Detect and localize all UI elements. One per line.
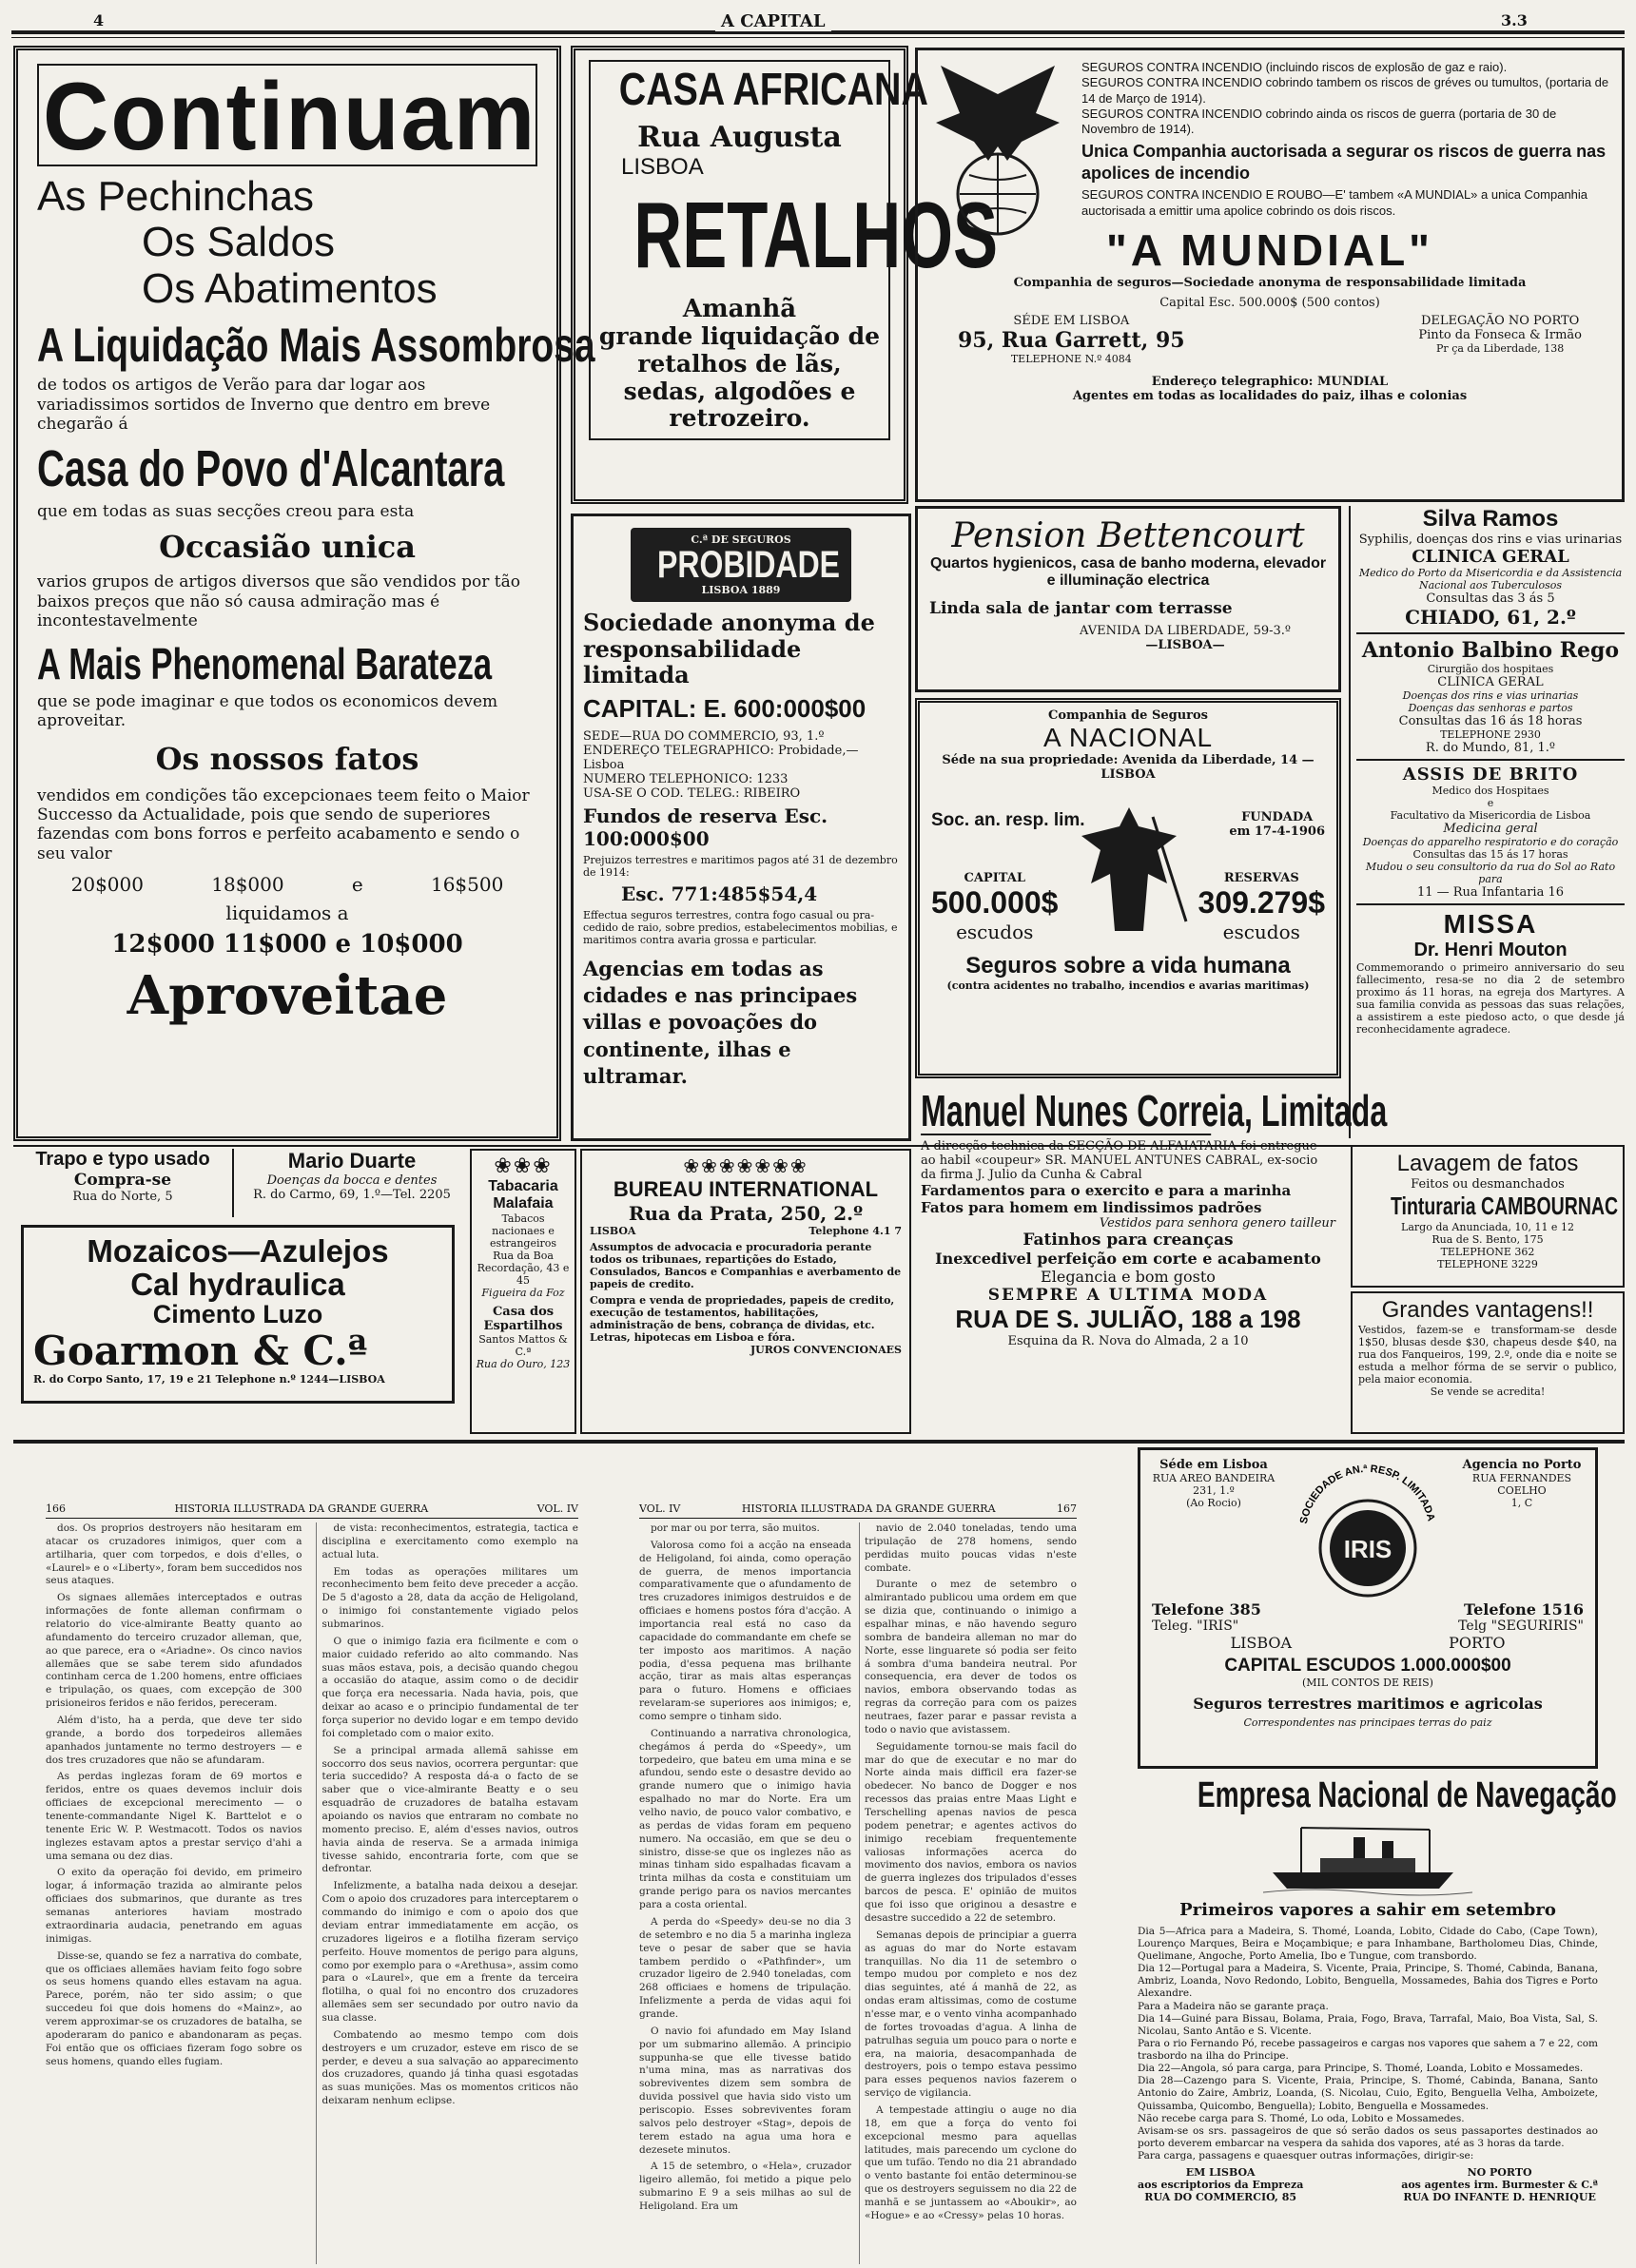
correia-line5: Fatinhos para creanças	[1022, 1231, 1234, 1250]
balbino-line6: TELEPHONE 2930	[1440, 728, 1541, 741]
probidade-efectua: Effectua seguros terrestres, contra fogo casual ou pra-cedido de raio, sobre predios, estabelecimentos mobilias, e maritimos contra avaria grossa e particular.	[583, 908, 898, 946]
continuam-heading2: Casa do Povo d'Alcantara	[37, 440, 505, 498]
nacional-acidentes: (contra acidentes no trabalho, incendios e avarias maritimas)	[946, 979, 1310, 992]
iris-tel-lisboa: Telefone 385	[1152, 1600, 1261, 1619]
probidade-endereco: ENDEREÇO TELEGRAPHICO: Probidade,—Lisboa	[583, 743, 859, 772]
history-para: A perda do «Speedy» deu-se no dia 3 de setembro e no dia 5 a marinha ingleza teve o pesar de saber que se havia tambem perdido o «Pathfinder», um cruzador ligeiro de 2.940 toneladas, com 268 officiaes e homens de tripulação. Infelizmente a perda de vidas aqui foi grande.	[639, 1915, 851, 2020]
lavagem-title: Lavagem de fatos	[1396, 1151, 1579, 1176]
probidade-sede: SEDE—RUA DO COMMERCIO, 93, 1.º	[583, 728, 825, 744]
correia-line4: Vestidos para senhora genero tailleur	[1099, 1216, 1335, 1231]
missa-text: Commemorando o primeiro anniversario do seu fallecimento, resa-se no dia 2 de setembro proximo ás 11 horas, na egreja dos Martyres. A sua familia convida as pessoas das suas relações, a assistirem a este piedoso acto, o que desde já reconhecidamente agradece.	[1356, 961, 1625, 1036]
iris-lisboa-number: 231, 1.º	[1193, 1484, 1235, 1497]
continuam-para3: varios grupos de artigos diversos que são vendidos por tão baixos preços que não só causa admiração mas é incontestavelmente	[37, 572, 521, 630]
mozaicos-line2: Cal hydraulica	[130, 1266, 345, 1302]
iris-tel-porto: Telefone 1516	[1464, 1600, 1584, 1619]
empresa-porto-line2: RUA DO INFANTE D. HENRIQUE	[1403, 2191, 1596, 2204]
lavagem-line1: Feitos ou desmanchados	[1411, 1177, 1565, 1192]
balbino-line1: Cirurgião dos hospitaes	[1427, 663, 1554, 675]
history-para: As perdas inglezas foram de 69 mortos e feridos, entre os quaes devemos incluir dois officiaes de excepcional merecimento — o tenente-commandante Nigel K. Barttelot e o tenente Eric W. P. Westmacott. Todos os navios inglezes estavam aptos a prestar serviço d'ahi a uma semana ou dez dias.	[46, 1771, 302, 1862]
trapo-title: Trapo e typo usado	[35, 1149, 210, 1170]
mozaicos-line1: Mozaicos—Azulejos	[87, 1233, 389, 1269]
history-running-head-left: HISTORIA ILLUSTRADA DA GRANDE GUERRA	[174, 1502, 429, 1515]
tabacaria-line1: Tabacos nacionaes e estrangeiros	[489, 1212, 557, 1250]
empresa-subtitle: Primeiros vapores a sahir em setembro	[1179, 1899, 1556, 1920]
silva-line5: CHIADO, 61, 2.º	[1405, 606, 1576, 629]
tabacaria-title: Tabacaria Malafaia	[488, 1178, 558, 1212]
brito-line3: Facultativo da Misericordia de Lisboa	[1390, 809, 1591, 822]
pension-line4: —LISBOA—	[1145, 638, 1225, 652]
iris-teleg-porto: Telg "SEGURIRIS"	[1458, 1619, 1584, 1634]
history-para: Infelizmente, a batalha nada deixou a desejar. Com o apoio dos cruzadores para interceptarem o commando do inimigo e com o apoio dos que deviam entrar immediatamente em acção, os cruzadores ligeiros e a flotilha fizeram serviço perfeito. Houve momentos de perigo para alguns, como por exemplo para o «Arethusa», assim como para o «Laurel», que em a frente da terceira flotilha, o qual foi no encontro dos cruzadores allemães sem ser secundado por outro navio da sua classe.	[321, 1880, 578, 2024]
price-sep: e	[351, 873, 363, 897]
brito-line2: e	[1487, 797, 1494, 809]
history-page-number-right: 167	[1056, 1502, 1077, 1515]
iris-capital: CAPITAL ESCUDOS 1.000.000$00	[1224, 1656, 1511, 1676]
pension-line1: Quartos hygienicos, casa de banho moderna, elevador e illuminação electrica	[929, 555, 1327, 589]
iris-lisboa-street: RUA AREO BANDEIRA	[1152, 1472, 1276, 1484]
duarte-title: Mario Duarte	[287, 1149, 417, 1173]
iris-seal-icon	[1287, 1458, 1449, 1600]
empresa-porto-title: NO PORTO	[1467, 2166, 1532, 2180]
bureau-telephone: Telephone 4.1 7	[808, 1225, 902, 1237]
nacional-name: A NACIONAL	[1042, 723, 1214, 752]
correia-line1: A direcção technica da SECÇÃO DE ALFAIATARIA foi entregue ao habil «coupeur» SR. MANUEL ANTUNES CABRAL, ex-socio da firma J. Julio da Cunha & Cabral	[921, 1139, 1318, 1183]
empresa-line: Para a Madeira não se garante praça.	[1138, 2000, 1329, 2012]
bureau-line2: Compra e venda de propriedades, papeis de credito, execução de testamentos, habilitações, administração de bens, cobrança de dividas, etc.	[590, 1294, 895, 1331]
bureau-line3: Letras, hipotecas em Lisboa e fóra.	[590, 1331, 795, 1344]
silva-title: Silva Ramos	[1422, 506, 1559, 532]
continuam-para4: que se pode imaginar e que todos os economicos devem aproveitar.	[37, 691, 498, 731]
balbino-line3: Doenças dos rins e vias urinarias	[1402, 689, 1579, 702]
iris-teleg-lisboa: Teleg. "IRIS"	[1152, 1619, 1239, 1634]
missa-title: MISSA	[1443, 909, 1538, 939]
ad-a-nacional	[915, 698, 1341, 1078]
tabacaria-line5: Santos Mattos & C.ª	[478, 1333, 568, 1358]
brito-line1: Medico dos Hospitaes	[1432, 785, 1549, 797]
history-page-number-left: 166	[46, 1502, 66, 1515]
nacional-reservas-unit: escudos	[1222, 921, 1300, 943]
continuam-footer: Aproveitae	[127, 964, 448, 1028]
iris-city-porto: PORTO	[1449, 1634, 1506, 1652]
nacional-soc: Soc. an. resp. lim.	[931, 810, 1085, 830]
empresa-line: Dia 22—Angola, só para carga, para Principe, S. Thomé, Loanda, Lobito e Mossamedes.	[1138, 2063, 1584, 2075]
continuam-heading4: A Mais Phenomenal Barateza	[37, 639, 493, 689]
page-number-right: 3.3	[1495, 11, 1533, 29]
mundial-unica: Unica Companhia auctorisada a segurar os riscos de guerra nas apolices de incendio	[1081, 142, 1607, 183]
history-running-head-right: HISTORIA ILLUSTRADA DA GRANDE GUERRA	[741, 1502, 996, 1515]
empresa-lisboa-line2: RUA DO COMMERCIO, 85	[1144, 2191, 1297, 2204]
nacional-sede: Séde na sua propriedade: Avenida da Liberdade, 14 — LISBOA	[942, 753, 1315, 782]
history-para: Seguidamente tornou-se mais facil do mar do que de executar e no mar do Norte ainda mais difficil era fazer-se obedecer. No banco de Dogger e nos recessos das praias entre Maas Light e Terschelling apenas navios de pesca podem penetrar; e agentes activos do inimigo recebiam frequentemente valiosas informações acerca do movimento dos navios, embora os navios de guerra inglezes dos tripulados d'esses barcos de pesca. E' opinião de muitos que foi isso que originou a desastre e desastre succedido a 22 de setembro.	[865, 1740, 1077, 1924]
header-rule-thin	[11, 37, 1625, 38]
continuam-heading1: A Liquidação Mais Assombrosa	[37, 319, 595, 373]
mundial-agentes: Agentes em todas as localidades do paiz, ilhas e colonias	[1072, 388, 1468, 403]
africana-street: Rua Augusta	[637, 121, 842, 154]
silva-line2: CLINICA GERAL	[1412, 547, 1569, 567]
history-para: Valorosa como foi a acção na enseada de Heligoland, foi ainda, como operação de guerra, de menos importancia comparativamente que o afundamento de tres cruzadores inimigos destruidos e de officiaes e homens postos fóra d'acção. A importancia real está no caso da capacidade do commandante em chefe se ter imposto aos maritimos. A nação podia, d'essa pequena mas brilhante acção, tirar as mais altas esperanças para o futuro. Homens e officiaes revelaram-se superiores aos inimigos; e, como sempre o tinham sido.	[639, 1539, 851, 1723]
mundial-capital: Capital Esc. 500.000$ (500 contos)	[1159, 295, 1380, 310]
mundial-name: "A MUNDIAL"	[1106, 224, 1433, 275]
mozaicos-line5: R. do Corpo Santo, 17, 19 e 21 Telephone n.º 1244—LISBOA	[33, 1373, 385, 1386]
doctors-column	[1349, 506, 1625, 1138]
empresa-lisboa-line1: aos escriptorios da Empreza	[1138, 2179, 1304, 2192]
history-para: A 15 de setembro, o «Hela», cruzador ligeiro allemão, foi metido a pique pelo submarino E 9 a seis milhas ao sul de Heligoland. Era um	[639, 2161, 851, 2212]
iris-seguros: Seguros terrestres maritimos e agricolas	[1193, 1695, 1543, 1713]
probidade-badge-top: C.ª DE SEGUROS	[691, 533, 791, 546]
probidade-badge-bottom: LISBOA 1889	[701, 584, 781, 596]
history-para: Combatendo ao mesmo tempo com dois destroyers e um cruzador, esteve em risco de se perder, e deveu a sua salvação ao apparecimento dos cruzadores, quando já tinha quasi esgotadas as suas munições. Mas os momentos criticos não deixaram nenhum eclipse.	[321, 2028, 578, 2107]
brito-line4: Medicina geral	[1443, 822, 1538, 836]
probidade-badge-name: PROBIDADE	[657, 544, 841, 586]
correia-line8: SEMPRE A ULTIMA MODA	[987, 1286, 1269, 1306]
balbino-title: Antonio Balbino Rego	[1361, 638, 1620, 663]
correia-title: Manuel Nunes Correia, Limitada	[921, 1086, 1388, 1135]
lavagem-line6: TELEPHONE 3229	[1437, 1258, 1538, 1270]
bureau-address: Rua da Prata, 250, 2.º	[628, 1202, 864, 1225]
trapo-line2: Rua do Norte, 5	[72, 1190, 173, 1204]
ad-iris	[1138, 1447, 1598, 1769]
history-volume-right: VOL. IV	[639, 1502, 681, 1515]
balbino-line2: CLINICA GERAL	[1437, 675, 1544, 689]
continuam-line1: As Pechinchas	[37, 173, 315, 220]
mundial-porto-address: Pr ça da Liberdade, 138	[1436, 341, 1565, 355]
price-3: 16$500	[430, 873, 504, 897]
ad-a-mundial	[915, 48, 1625, 502]
vantagens-title: Grandes vantagens!!	[1381, 1297, 1594, 1323]
ad-casa-africana	[571, 46, 999, 504]
continuam-para5: vendidos em condições tão excepcionaes teem feito o Maior Successo da Actualidade, pois que sendo de superiores fazendas com bons forros e perfeito acabamento e sendo o seu valor	[37, 785, 530, 863]
iris-lisboa-note: (Ao Rocio)	[1186, 1497, 1241, 1509]
probidade-soc: Sociedade anonyma de responsabilidade limitada	[583, 609, 875, 689]
history-page-166	[46, 1502, 578, 2263]
section-divider	[13, 1440, 1625, 1444]
iris-correspondentes: Correspondentes nas principaes terras do paiz	[1243, 1716, 1492, 1729]
continuam-heading5: Os nossos fatos	[155, 740, 419, 777]
mundial-sede-title: SÉDE EM LISBOA	[1013, 313, 1130, 328]
correia-line2: Fardamentos para o exercito e para a marinha	[921, 1182, 1292, 1200]
mundial-line-2: SEGUROS CONTRA INCENDIO cobrindo tambem os riscos de gréves ou tumultos, (portaria de 14 de Março de 1914).	[1081, 75, 1609, 106]
silva-line1: Syphilis, doenças dos rins e vias urinarias	[1358, 533, 1623, 547]
ad-lavagem	[1351, 1145, 1625, 1288]
pension-line2: Linda sala de jantar com terrasse	[929, 599, 1233, 618]
empresa-title: Empresa Nacional de Navegação	[1197, 1775, 1617, 1815]
bureau-line4: JUROS CONVENCIONAES	[750, 1344, 902, 1356]
probidade-agencias: Agencias em todas as cidades e nas principaes villas e povoações do continente, ilhas e ultramar.	[583, 956, 858, 1089]
ad-grandes-vantagens	[1351, 1291, 1625, 1434]
mundial-roubo: SEGUROS CONTRA INCENDIO E ROUBO—E' tambem «A MUNDIAL» a unica Companhia auctorisada a emittir uma apolice cobrindo os dois riscos.	[1081, 187, 1588, 218]
empresa-line: Não recebe carga para S. Thomé, Lo oda, Lobito e Mossamedes.	[1138, 2112, 1465, 2124]
mundial-porto-name: Pinto da Fonseca & Irmão	[1418, 327, 1582, 342]
brito-line8: 11 — Rua Infantaria 16	[1416, 885, 1565, 900]
iris-seal-text: IRIS	[1343, 1535, 1393, 1563]
probidade-numero: NUMERO TELEPHONICO: 1233	[583, 771, 789, 786]
continuam-line3: Os Abatimentos	[142, 264, 438, 312]
empresa-line: Dia 5—Africa para a Madeira, S. Thomé, Loanda, Lobito, Cidade do Cabo, (Cape Town), Lourenço Marques, Beira e Moçambique; e para Inhambane, Bartholomeu Dias, Chinde, Quelimane, Angoche, Porto Amelia, Ibo e Tungue, com transbordo.	[1138, 1925, 1598, 1963]
nacional-fundada-label: FUNDADA	[1241, 810, 1314, 824]
probidade-esc: Esc. 771:485$54,4	[621, 882, 818, 905]
page-header	[11, 6, 1625, 44]
history-para: Os signaes allemães interceptados e outras informações de fonte alleman confirmam o relatorio do vice-almirante Beatty quanto ao afundamento do terceiro cruzador alleman, que, ao que parece, era o «Ariadne». Os cinco navios allemães que se sabe terem sido afundados continham cerca de 1.200 homens, entre officiaes e tripulação, os quaes, com excepção de 300 prisioneiros feridos e não feridos, pereceram.	[46, 1592, 302, 1710]
iris-porto-title: Agencia no Porto	[1462, 1458, 1582, 1472]
history-para: Durante o mez de setembro o almirantado publicou uma ordem em que se dizia que, continuando o inimigo a espalhar minas, e não havendo seguro sombra de bandeira alleman no mar do Norte, esse linguarete só podia ser feito á sombra d'uma bandeira neutral. Por consequencia, era dever de todos os navios, embora observando todas as regras da correção para com os paizes neutraes, fazer parar e passar revista a todo o navio que avistassem.	[865, 1579, 1077, 1735]
mundial-line-1: SEGUROS CONTRA INCENDIO (incluindo riscos de explosão de gaz e raio).	[1081, 60, 1508, 74]
nacional-vida: Seguros sobre a vida humana	[965, 953, 1291, 979]
history-para: por mar ou por terra, são muitos.	[651, 1522, 820, 1534]
duarte-line2: R. do Carmo, 69, 1.º—Tel. 2205	[253, 1188, 451, 1202]
bureau-title: BUREAU INTERNATIONAL	[613, 1177, 879, 1201]
history-column-3	[639, 1522, 851, 2264]
nacional-reservas-label: RESERVAS	[1223, 871, 1299, 885]
empresa-line: Dia 12—Portugal para a Madeira, S. Vicente, Praia, Principe, S. Thomé, Cabinda, Banana, Ambriz, Loanda, Novo Redondo, Lobito, Benguella, Mossamedes, Bahia dos Tigres e Porto Alexandre.	[1138, 1963, 1598, 2000]
empresa-line: Dia 28—Cazengo para S. Vicente, Praia, Principe, S. Thomé, Cabinda, Banana, Santo Antonio do Zaire, Ambriz, Loanda, (S. Nicolau, Cuio, Egito, Benguella Velha, Amboizete, Quissamba, Quicombo, Benguella); Lobito, Benguella e Mossamedes.	[1138, 2075, 1598, 2112]
history-volume-left: VOL. IV	[536, 1502, 578, 1515]
mundial-sede-tel: TELEPHONE N.º 4084	[1010, 352, 1132, 365]
ad-mario-duarte	[238, 1149, 466, 1217]
silva-line4: Consultas das 3 ás 5	[1426, 591, 1555, 606]
correia-line7: Elegancia e bom gosto	[1041, 1268, 1216, 1287]
ad-empresa-nacional	[1138, 1775, 1617, 2261]
africana-desc: grande liquidação de retalhos de lãs, sedas, algodões e retrozeiro.	[598, 322, 881, 433]
balbino-line4: Doenças das senhoras e partos	[1408, 702, 1573, 714]
correia-line3: Fatos para homem em lindissimos padrões	[921, 1199, 1262, 1217]
nacional-top: Companhia de Seguros	[1047, 708, 1208, 723]
history-para: Em todas as operações militares um reconhecimento bem feito deve preceder a acção. De 5 d'agosto a 28, data da acção de Heligoland, o inimigo foi constantemente vigiado pelos submarinos.	[321, 1565, 578, 1631]
probidade-prejuizos: Prejuizos terrestres e maritimos pagos até 31 de dezembro de 1914:	[583, 853, 898, 879]
empresa-line: Dia 14—Guiné para Bissau, Bolama, Praia, Fogo, Brava, Tarrafal, Maio, Boa Vista, Sal, S. Nicolau, Santo Antão e S. Vicente.	[1138, 2012, 1598, 2037]
africana-city: LISBOA	[621, 154, 704, 180]
africana-title: CASA AFRICANA	[618, 65, 928, 115]
bureau-line1: Assumptos de advocacia e procuradoria perante todos os tribunaes, repartições do Estado, Consulados, Bancos e Companhias e averbamento de papeis de credito.	[590, 1241, 902, 1290]
history-para: dos. Os proprios destroyers não hesitaram em atacar os cruzadores inimigos, quer com a artilharia, quer com torpedos, e dois d'elles, o «Laurel» e o «Liberty», foram bem succedidos nos seus ataques.	[46, 1522, 302, 1587]
africana-amanha: Amanhã	[682, 295, 797, 323]
history-para: O que o inimigo fazia era ficilmente e com o maior cuidado referido ao alto commando. Nas suas mãos estava, pois, a decisão quando chegou a occasião do ataque, assim como o de decidir que força era necessaria. Nada havia, pois, que deixar ao acaso e o principio fundamental de ter força superior no devido logar e em tempo devido foi completado com o maior exito.	[321, 1635, 578, 1739]
probidade-codigo: USA-SE O COD. TELEG.: RIBEIRO	[583, 785, 801, 801]
mundial-porto-title: DELEGAÇÃO NO PORTO	[1420, 313, 1580, 328]
history-column-4	[859, 1522, 1077, 2264]
pension-title: Pension Bettencourt	[951, 516, 1305, 555]
balbino-line7: R. do Mundo, 81, 1.º	[1425, 741, 1556, 755]
silva-line3: Medico do Porto da Misericordia e da Assistencia Nacional aos Tuberculosos	[1358, 567, 1623, 591]
eagle-globe-icon	[931, 56, 1064, 246]
ad-probidade	[571, 514, 911, 1141]
steamship-icon	[1263, 1820, 1472, 1896]
history-para: A tempestade attingiu o auge no dia 18, em que a força do vento foi excepcional mesmo para aquellas latitudes, mais parecendo um cyclone do que um tufão. Tendo no dia 21 abrandado o vento bastante foi então determinou-se que os destroyers seguissem no dia 22 de manhã e se juntassem ao «Aboukir», ao «Hogue» e ao «Cressy» pelas 10 horas.	[865, 2103, 1077, 2221]
lavagem-line4: Rua de S. Bento, 175	[1432, 1233, 1544, 1246]
history-para: Além d'isto, ha a perda, que deve ter sido grande, a bordo dos torpedeiros allemães apanhados juntamente no termo destroyers — e dos tres cruzadores que não se afundaram.	[46, 1715, 302, 1766]
nacional-capital-label: CAPITAL	[964, 871, 1025, 885]
continuam-para1: de todos os artigos de Verão para dar logar aos variadissimos sortidos de Inverno que dentro em breve chegarão á	[37, 376, 491, 434]
price-2: 18$000	[211, 873, 284, 897]
history-column-2	[316, 1522, 579, 2264]
ad-pension-bettencourt	[915, 506, 1341, 692]
empresa-lisboa-title: EM LISBOA	[1185, 2166, 1256, 2180]
brito-title: ASSIS DE BRITO	[1402, 765, 1579, 785]
history-para: Semanas depois de principiar a guerra as aguas do mar do Norte estavam tranquillas. No dia 11 de setembro o tempo mudou por completo e nos dez dias seguintes, até á manhã de 22, as ondas eram altissimas, como de costume n'esse mar, e o vento vinha acompanhado de fortes trovoadas d'agua. A linha de patrulhas seguia um pouco para o norte e era, na maioria, desacompanhada de destroyers, pois o tempo estava pessimo para esses pequenos navios fazerem o serviço de vigilancia.	[865, 1929, 1077, 2100]
tabacaria-line6: Rua do Ouro, 123	[476, 1358, 571, 1370]
lavagem-line2: Tinturaria CAMBOURNAC	[1391, 1192, 1619, 1220]
continuam-prices2: 12$000 11$000 e 10$000	[111, 930, 463, 960]
iris-city-lisboa: LISBOA	[1230, 1634, 1293, 1652]
history-column-1	[46, 1522, 302, 2264]
tabacaria-line2: Rua da Boa Recordação, 43 e 45	[477, 1250, 570, 1287]
mozaicos-line4: Goarmon & C.ª	[33, 1327, 368, 1374]
mundial-telegraph: Endereço telegraphico: MUNDIAL	[1151, 374, 1389, 389]
mundial-line-3: SEGUROS CONTRA INCENDIO cobrindo ainda os riscos de guerra (portaria de 30 de Novembro de 1914).	[1081, 106, 1557, 136]
continuam-title-box	[37, 63, 537, 171]
brito-line7: Mudou o seu consultorio da rua do Sol ao Rato para	[1365, 861, 1616, 885]
balbino-line5: Consultas das 16 ás 18 horas	[1398, 714, 1583, 728]
page-number-left: 4	[88, 11, 109, 29]
history-para: navio de 2.040 toneladas, tendo uma tripulação de 278 homens, sendo perdidas muito poucas vidas n'este combate.	[865, 1522, 1077, 1574]
continuam-para6: liquidamos a	[225, 901, 349, 925]
history-page-167	[639, 1502, 1077, 2263]
correia-line6: Inexcedivel perfeição em corte e acabamento	[935, 1250, 1321, 1269]
empresa-line: Avisam-se os srs. passageiros de que só serão dados os seus passaportes destinados ao porto deverem embarcar na vespera da sahida dos vapores, até as 3 horas da tarde.	[1138, 2124, 1598, 2149]
missa-name: Dr. Henri Mouton	[1413, 940, 1568, 960]
empresa-line: Para o rio Fernando Pó, recebe passageiros e cargas nos vapores que sahem a 7 e 22, com trasbordo na ilha do Principe.	[1138, 2037, 1598, 2063]
iris-porto-number: 1, C	[1510, 1497, 1533, 1509]
nacional-reservas: 309.279$	[1198, 885, 1325, 920]
correia-line10: Esquina da R. Nova do Almada, 2 a 10	[1007, 1334, 1249, 1349]
iris-porto-street: RUA FERNANDES COELHO	[1471, 1472, 1572, 1497]
trapo-line1: Compra-se	[73, 1171, 172, 1190]
lavagem-line5: TELEPHONE 362	[1440, 1246, 1535, 1258]
continuam-heading3: Occasião unica	[159, 529, 416, 566]
mundial-sede-address: 95, Rua Garrett, 95	[958, 327, 1185, 353]
mozaicos-line3: Cimento Luzo	[152, 1300, 323, 1329]
history-para: Continuando a narrativa chronologica, chegámos á perda do «Speedy», um torpedeiro, que bateu em uma mina e se afundou, sendo este o desastre devido ao grande numero que o inimigo havia espalhado no mar do Norte. Era um velho navio, de pouco valor combativo, e as perdas de vidas foram em pequeno numero. Na occasião, em que se deu o sinistro, disse-se que os inglezes não as minas tinham sido espalhadas ficavam a trinta milhas da costa e constituiam um grande perigo para os navios mercantes para a costa oriental.	[639, 1727, 851, 1911]
vantagens-line1: Vestidos, fazem-se e transformam-se desde 1$50, blusas desde $30, chapeus desde $40, na rua dos Fanqueiros, 199, 2.º, onde dia e noite se estuda a melhor fórma de se servir o publico, pela maior economia.	[1358, 1324, 1617, 1386]
africana-retalhos: RETALHOS	[633, 183, 999, 287]
vantagens-line2: Se vende se acredita!	[1430, 1386, 1546, 1398]
iris-lisboa-title: Séde em Lisboa	[1159, 1458, 1268, 1472]
nacional-capital: 500.000$	[931, 885, 1059, 920]
probidade-capital: CAPITAL: E. 600:000$00	[583, 693, 867, 723]
ad-nunes-correia	[915, 1084, 1388, 1434]
duarte-line1: Doenças da bocca e dentes	[266, 1173, 438, 1188]
nacional-capital-unit: escudos	[956, 921, 1034, 943]
pension-line3: AVENIDA DA LIBERDADE, 59-3.º	[1079, 624, 1292, 638]
continuam-line2: Os Saldos	[142, 219, 335, 266]
probidade-badge	[631, 528, 851, 602]
probidade-fundos: Fundos de reserva Esc. 100:000$00	[583, 804, 828, 850]
iris-arc-text: SOCIEDADE AN.ª RESP. LIMITADA	[1297, 1463, 1437, 1525]
continuam-para2: que em todas as suas secções creou para esta	[37, 501, 415, 521]
history-para: de vista: reconhecimentos, estrategia, tactica e disciplina e exercitamento como exemplo na actual luta.	[321, 1522, 578, 1560]
brito-line5: Doenças do apparelho respiratorio e do coração	[1362, 836, 1619, 848]
mundial-sub: Companhia de seguros—Sociedade anonyma de responsabilidade limitada	[1013, 275, 1527, 290]
ad-mozaicos	[21, 1225, 455, 1404]
figure-statue-icon	[1062, 798, 1196, 940]
ad-continuam	[13, 46, 595, 1141]
ad-bureau-international: ❀❀❀❀❀❀❀ BUREAU INTERNATIONAL Rua da Prata, 250, 2.º LISBOA Telephone 4.1 7 Assumptos de advocacia e procuradoria perante todos os tribunaes, repartições do Estado, Consulados, Bancos e Companhias e averbamento de papeis de credito. Compra e venda de propriedades, papeis de credito, execução de testamentos, habilitações, administração de bens, cobrança de dividas, etc. Letras, hipotecas em Lisboa e fóra. JUROS CONVENCIONAES	[580, 1149, 911, 1434]
history-para: Se a principal armada allemã sahisse em soccorro dos seus navios, ocorrera perguntar: que teria succedido? A resposta dá-a o facto de se saber que o vice-almirante Beatty e o seu esquadrão de cruzadores de batalha estavam apoiando os navios que entraram no combate no momento preciso. E, além d'esses navios, outros havia ainda de reserva. Se a armada inimiga tivesse sahido, encontraria forte, com que se defrontar.	[321, 1744, 578, 1875]
empresa-porto-line1: aos agentes irm. Burmester & C.ª	[1401, 2179, 1598, 2192]
price-1: 20$000	[70, 873, 144, 897]
brito-line6: Consultas das 15 ás 17 horas	[1412, 848, 1568, 861]
ad-trapo	[13, 1149, 234, 1217]
correia-line9: RUA DE S. JULIÃO, 188 a 198	[955, 1305, 1301, 1334]
tabacaria-line3: Figueira da Foz	[481, 1287, 565, 1299]
continuam-prices	[37, 873, 537, 896]
continuam-title: Continuam	[43, 63, 537, 171]
iris-mil: (MIL CONTOS DE REIS)	[1302, 1677, 1433, 1689]
empresa-line: Para carga, passagens e quaesquer outras informações, dirigir-se:	[1138, 2150, 1474, 2162]
history-para: O exito da operação foi devido, em primeiro logar, á informação trazida ao almirante pelos officiaes dos submarinos, que durante as tres semanas anteriores haviam mostrado extraordinaria audacia, penetrando em aguas inimigas.	[46, 1867, 302, 1945]
bureau-city: LISBOA	[590, 1225, 636, 1237]
nacional-fundada: em 17-4-1906	[1229, 824, 1325, 839]
history-para: O navio foi afundado em May Island por um submarino allemão. A principio suppunha-se que elle tivesse batido n'uma mina, mas as narrativas dos sobreviventes dizem sem sombra de duvida possivel que havia sido visto um periscopio. Esses sobreviventes foram salvos pelo destroyer «Stag», depois de terem estado na agua uma hora e dezesete minutos.	[639, 2025, 851, 2156]
masthead: A CAPITAL	[715, 11, 831, 31]
history-para: Disse-se, quando se fez a narrativa do combate, que os officiaes allemães haviam feito fogo sobre os seus homens quando elles estavam na agua. Parece, porém, não ter sido assim; o que succedeu foi que dois homens do «Mainz», ao verem approximar-se os cruzadores de batalha, se apoderaram do panico e abandonaram as peças. Foi então que os officiaes fizeram fogo sobre os seus homens, quando elles fugiam.	[46, 1949, 302, 2067]
tabacaria-line4: Casa dos Espartilhos	[483, 1305, 563, 1333]
ad-tabacaria: ❀❀❀ Tabacaria Malafaia Tabacos nacionaes e estrangeiros Rua da Boa Recordação, 43 e 45 Figueira da Foz Casa dos Espartilhos Santos Mattos & C.ª Rua do Ouro, 123	[470, 1149, 576, 1434]
lavagem-line3: Largo da Anunciada, 10, 11 e 12	[1401, 1221, 1574, 1233]
